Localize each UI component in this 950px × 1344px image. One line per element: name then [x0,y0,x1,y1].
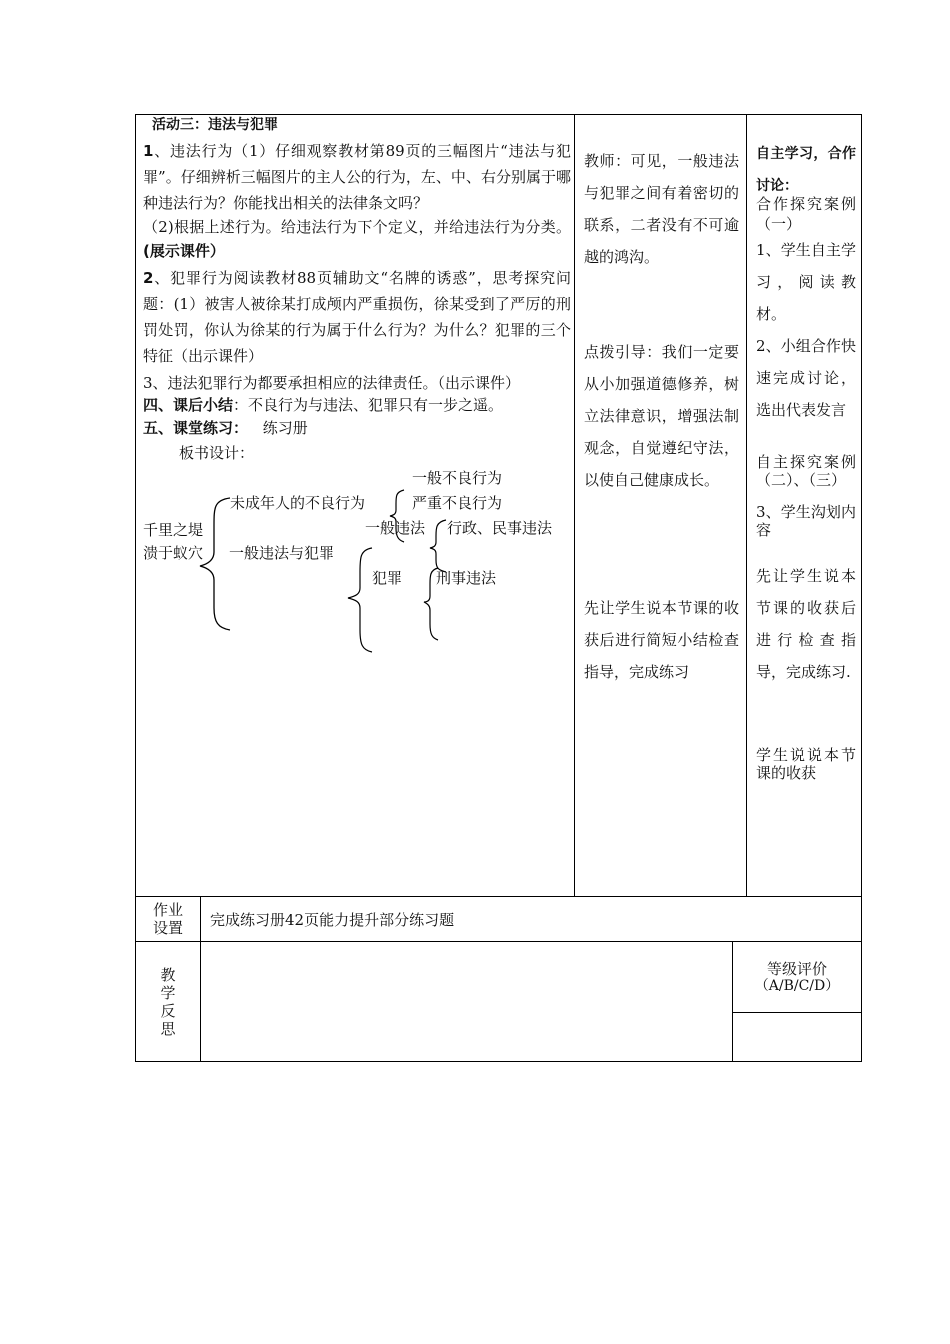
item3-text: 3、违法犯罪行为都要承担相应的法律责任。（出示课件） [143,374,521,392]
item1-paragraph [143,138,571,216]
board-design-title: 板书设计： [179,444,255,462]
homework-label: 作业设置 [152,901,183,937]
item1-sub-paragraph [143,215,571,263]
section4-text: ：不良行为与违法、犯罪只有一步之遥。 [233,396,504,414]
grade-options: （A/B/C/D） [754,978,840,994]
diagram-criminal: 刑事违法 [436,569,497,587]
section5-label: 五、课堂练习： [143,419,249,437]
table-bottom-border [135,1061,862,1062]
label-col-divider [200,896,201,1062]
diagram-general-bad: 一般不良行为 [412,469,503,487]
homework-text: 完成练习册42页能力提升部分练习题 [210,911,455,929]
student-step2: 2、小组合作快速完成讨论，选出代表发言 [756,337,856,419]
section5-text: 练习册 [262,419,308,437]
diagram-minor-bad: 未成年人的不良行为 [230,494,366,512]
teacher-note-3: 先让学生说本节课的收获后进行简短小结检查指导，完成练习 [584,599,739,681]
student-step5: 学生说说本节课的收获 [756,746,856,782]
diagram-admin-civil: 行政、民事违法 [447,519,553,537]
table-right-border [861,114,862,1062]
student-step3: 3、学生沟划内容 [756,503,856,539]
reflection-label: 教学反思 [160,966,176,1038]
item1-sub-text: （2)根据上述行为。给违法行为下个定义，并给违法行为分类。 [143,218,571,236]
diagram-general-illegal-crime: 一般违法与犯罪 [229,544,335,562]
student-step4: 先让学生说本节课的收获后进行检查指导，完成练习. [756,567,856,681]
table-left-border [135,114,136,1062]
col-divider-1 [574,114,575,897]
diagram-root-line2: 溃于蚁穴 [143,544,204,562]
row-divider-reflection-top [135,941,862,942]
item1-sub-bold: (展示课件） [143,242,225,260]
item1-text: 、违法行为（1）仔细观察教材第89页的三幅图片“违法与犯罪”。仔细辨析三幅图片的主人公的行为，左、中、右分别属于哪种违法行为？你能找出相关的法律条文吗？ [143,142,571,212]
section5 [143,416,308,440]
item2-number: 2 [143,269,154,287]
grade-label: 等级评价 [766,960,827,978]
teacher-note-1: 教师：可见，一般违法与犯罪之间有着密切的联系，二者没有不可逾越的鸿沟。 [584,152,739,266]
teacher-note-2: 点拨引导：我们一定要从小加强道德修养，树立法律意识，增强法制观念，自觉遵纪守法，以使自己健康成长。 [584,343,739,489]
item2-paragraph [143,265,571,369]
item2-text: 、犯罪行为阅读教材88页辅助文“名牌的诱惑”，思考探究问题：(1）被害人被徐某打成颅内严重损伤，徐某受到了严厉的刑罚处罚，你认为徐某的行为属于什么行为？为什么？犯罪的三个特征（出示课件） [143,269,571,365]
diagram-brace-crime [344,546,376,654]
section4 [143,393,503,417]
student-case1: 合作探究案例（一） [756,195,856,233]
diagram-general-illegal: 一般违法 [365,519,426,537]
diagram-root-line1: 千里之堤 [143,521,204,539]
activity-heading: 活动三：违法与犯罪 [152,117,278,133]
row-divider-homework-top [135,896,862,897]
item1-number: 1 [143,142,154,160]
diagram-crime: 犯罪 [372,569,403,587]
diagram-serious-bad: 严重不良行为 [412,494,503,512]
grade-row-divider [732,1012,862,1013]
section4-label: 四、课后小结 [143,396,234,414]
student-case2: 自主探究案例（二）、（三） [756,453,856,489]
col-divider-2 [746,114,747,897]
student-step1: 1、学生自主学习，阅读教材。 [756,241,856,323]
student-title: 自主学习，合作讨论： [756,146,856,194]
